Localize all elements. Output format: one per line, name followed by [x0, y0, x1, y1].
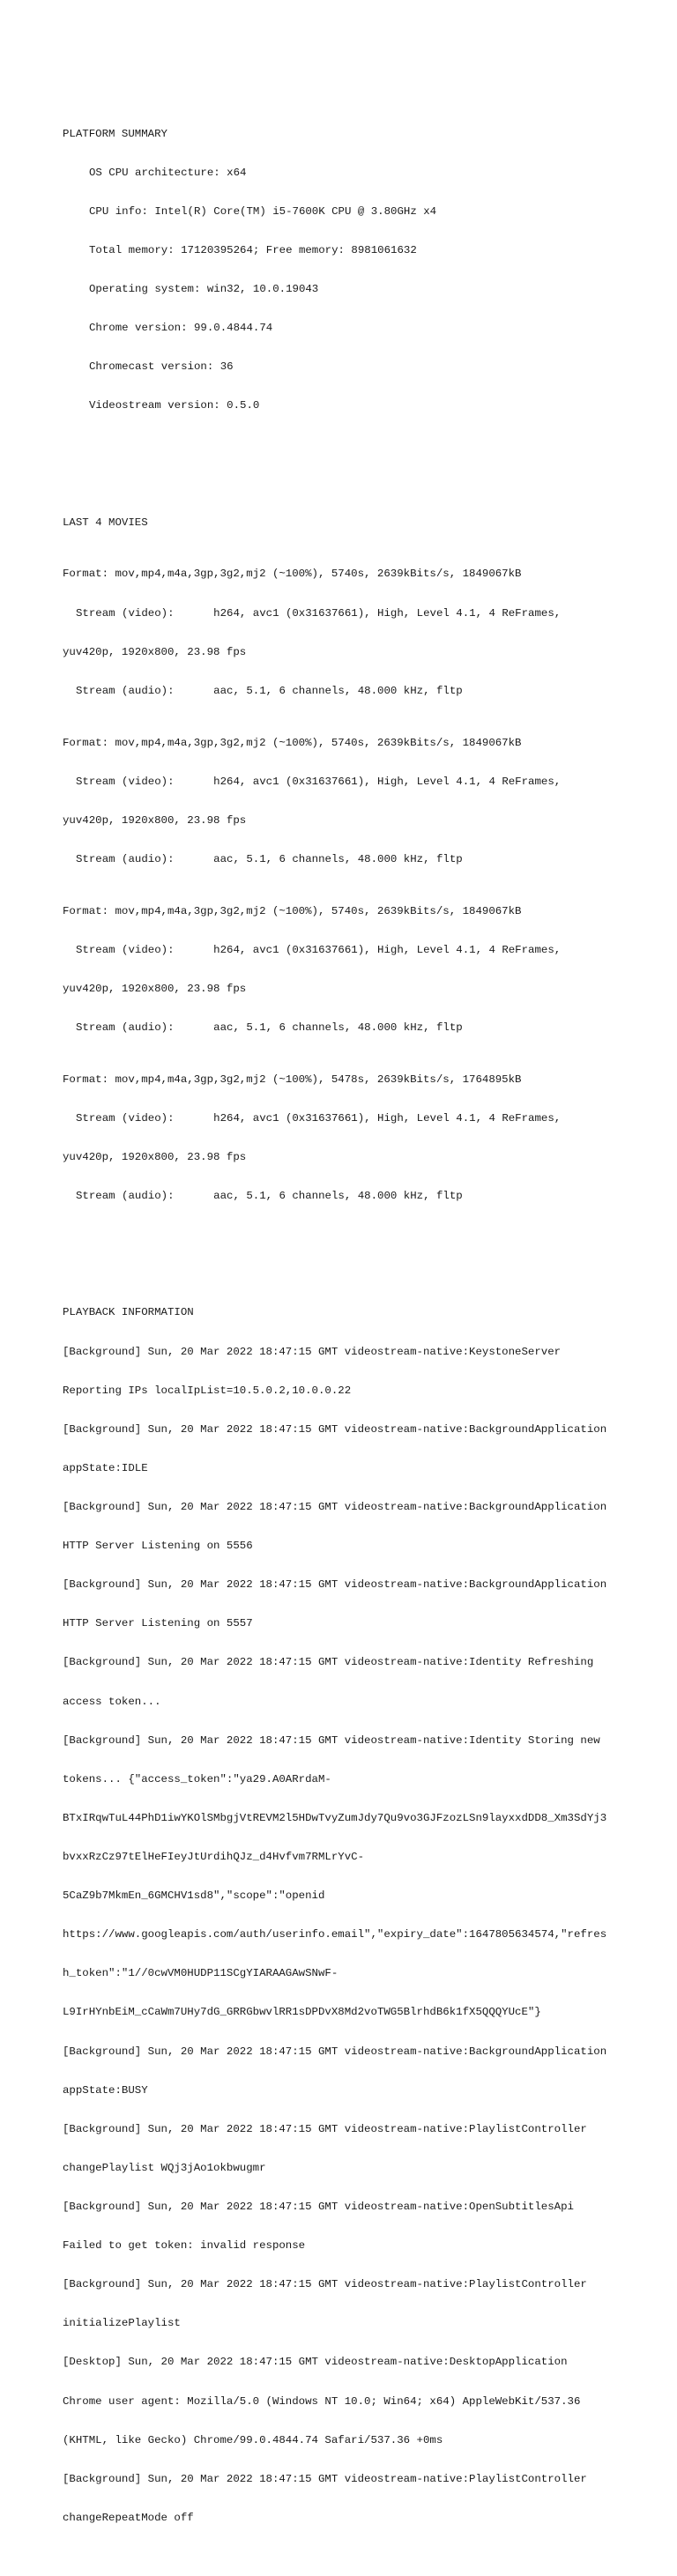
log-line: (KHTML, like Gecko) Chrome/99.0.4844.74 Safari/537.36 +0ms [63, 2433, 443, 2446]
log-line: initializePlaylist [63, 2317, 181, 2330]
platform-line: OS CPU architecture: x64 [89, 166, 247, 179]
log-line: [Background] Sun, 20 Mar 2022 18:47:15 GMT videostream-native:Identity Refreshing [63, 1656, 594, 1669]
movie-video-stream-line: Stream (video): h264, avc1 (0x31637661), High, Level 4.1, 4 ReFrames, [76, 943, 562, 956]
movie-format-line: Format: mov,mp4,m4a,3gp,3g2,mj2 (~100%), 5740s, 2639kBits/s, 1849067kB [63, 736, 522, 749]
movie-video-stream-line: Stream (video): h264, avc1 (0x31637661), High, Level 4.1, 4 ReFrames, [76, 606, 562, 620]
log-line: [Background] Sun, 20 Mar 2022 18:47:15 GMT videostream-native:BackgroundApplication [63, 1422, 607, 1436]
movie-video-stream-cont-line: yuv420p, 1920x800, 23.98 fps [63, 1151, 247, 1164]
log-line: access token... [63, 1695, 161, 1708]
platform-line: Chrome version: 99.0.4844.74 [89, 322, 273, 335]
log-line: [Background] Sun, 20 Mar 2022 18:47:15 GMT videostream-native:BackgroundApplication [63, 2045, 607, 2058]
movie-video-stream-cont-line: yuv420p, 1920x800, 23.98 fps [63, 645, 247, 658]
log-line: Failed to get token: invalid response [63, 2239, 306, 2253]
movie-format-line: Format: mov,mp4,m4a,3gp,3g2,mj2 (~100%), 5740s, 2639kBits/s, 1849067kB [63, 904, 522, 917]
log-line: Chrome user agent: Mozilla/5.0 (Windows NT 10.0; Win64; x64) AppleWebKit/537.36 [63, 2394, 581, 2408]
log-line: [Background] Sun, 20 Mar 2022 18:47:15 GMT videostream-native:Identity Storing new [63, 1733, 600, 1747]
platform-summary-section [63, 101, 627, 438]
last-movies-section [63, 490, 627, 1229]
movie-audio-stream-line: Stream (audio): aac, 5.1, 6 channels, 48.000 kHz, fltp [76, 852, 463, 865]
log-line: bvxxRzCz97tElHeFIeyJtUrdihQJz_d4Hvfvm7RMLrYvC- [63, 1851, 365, 1863]
log-line: changePlaylist WQj3jAo1okbwugmr [63, 2161, 266, 2174]
log-line: appState:BUSY [63, 2083, 148, 2097]
section-heading: LAST 4 MOVIES [63, 516, 148, 529]
log-line: h_token":"1//0cwVM0HUDP11SCgYIARAAGAwSNwF- [63, 1967, 338, 1980]
log-line: Reporting IPs localIpList=10.5.0.2,10.0.0.22 [63, 1384, 352, 1397]
platform-line: Operating system: win32, 10.0.19043 [89, 282, 319, 295]
movie-video-stream-cont-line: yuv420p, 1920x800, 23.98 fps [63, 982, 247, 995]
log-line: L9IrHYnbEiM_cCaWm7UHy7dG_GRRGbwvlRR1sDPDvX8Md2voTWG5BlrhdB6k1fX5QQQYUcE"} [63, 2006, 541, 2019]
log-line: [Background] Sun, 20 Mar 2022 18:47:15 GMT videostream-native:BackgroundApplication [63, 1578, 607, 1592]
log-line: tokens... {"access_token":"ya29.A0ARrdaM- [63, 1772, 331, 1785]
section-heading: PLATFORM SUMMARY [63, 127, 167, 140]
playback-information-section [63, 1281, 627, 2550]
log-line: appState:IDLE [63, 1461, 148, 1474]
log-line: [Desktop] Sun, 20 Mar 2022 18:47:15 GMT videostream-native:DesktopApplication [63, 2356, 568, 2369]
log-document [63, 63, 627, 2576]
log-line: HTTP Server Listening on 5557 [63, 1617, 253, 1630]
platform-line: CPU info: Intel(R) Core(TM) i5-7600K CPU @ 3.80GHz x4 [89, 204, 437, 218]
platform-line: Chromecast version: 36 [89, 360, 234, 374]
log-line: changeRepeatMode off [63, 2511, 194, 2524]
log-line: [Background] Sun, 20 Mar 2022 18:47:15 GMT videostream-native:PlaylistController [63, 2122, 587, 2135]
log-line: [Background] Sun, 20 Mar 2022 18:47:15 GMT videostream-native:PlaylistController [63, 2278, 587, 2291]
log-line: BTxIRqwTuL44PhD1iwYKOlSMbgjVtREVM2l5HDwTvyZumJdy7Qu9vo3GJFzozLSn9layxxdDD8_Xm3SdYj3 [63, 1811, 607, 1824]
log-line: 5CaZ9b7MkmEn_6GMCHV1sd8","scope":"openid [63, 1889, 325, 1903]
log-line: [Background] Sun, 20 Mar 2022 18:47:15 GMT videostream-native:KeystoneServer [63, 1345, 562, 1358]
movie-video-stream-cont-line: yuv420p, 1920x800, 23.98 fps [63, 813, 247, 827]
movie-format-line: Format: mov,mp4,m4a,3gp,3g2,mj2 (~100%), 5478s, 2639kBits/s, 1764895kB [63, 1073, 522, 1086]
movie-video-stream-line: Stream (video): h264, avc1 (0x31637661), High, Level 4.1, 4 ReFrames, [76, 1111, 562, 1125]
platform-line: Videostream version: 0.5.0 [89, 399, 260, 412]
section-heading: PLAYBACK INFORMATION [63, 1306, 194, 1319]
movie-audio-stream-line: Stream (audio): aac, 5.1, 6 channels, 48.000 kHz, fltp [76, 1190, 463, 1203]
movie-format-line: Format: mov,mp4,m4a,3gp,3g2,mj2 (~100%), 5740s, 2639kBits/s, 1849067kB [63, 568, 522, 581]
movie-audio-stream-line: Stream (audio): aac, 5.1, 6 channels, 48.000 kHz, fltp [76, 684, 463, 697]
log-line: [Background] Sun, 20 Mar 2022 18:47:15 GMT videostream-native:BackgroundApplication [63, 1501, 607, 1514]
movie-video-stream-line: Stream (video): h264, avc1 (0x31637661), High, Level 4.1, 4 ReFrames, [76, 775, 562, 788]
platform-line: Total memory: 17120395264; Free memory: 8981061632 [89, 243, 417, 256]
log-line: [Background] Sun, 20 Mar 2022 18:47:15 GMT videostream-native:PlaylistController [63, 2472, 587, 2485]
log-line: [Background] Sun, 20 Mar 2022 18:47:15 GMT videostream-native:OpenSubtitlesApi [63, 2200, 574, 2213]
log-line: https://www.googleapis.com/auth/userinfo.email","expiry_date":1647805634574,"refres [63, 1928, 607, 1941]
log-line: HTTP Server Listening on 5556 [63, 1540, 253, 1553]
movie-audio-stream-line: Stream (audio): aac, 5.1, 6 channels, 48.000 kHz, fltp [76, 1021, 463, 1035]
